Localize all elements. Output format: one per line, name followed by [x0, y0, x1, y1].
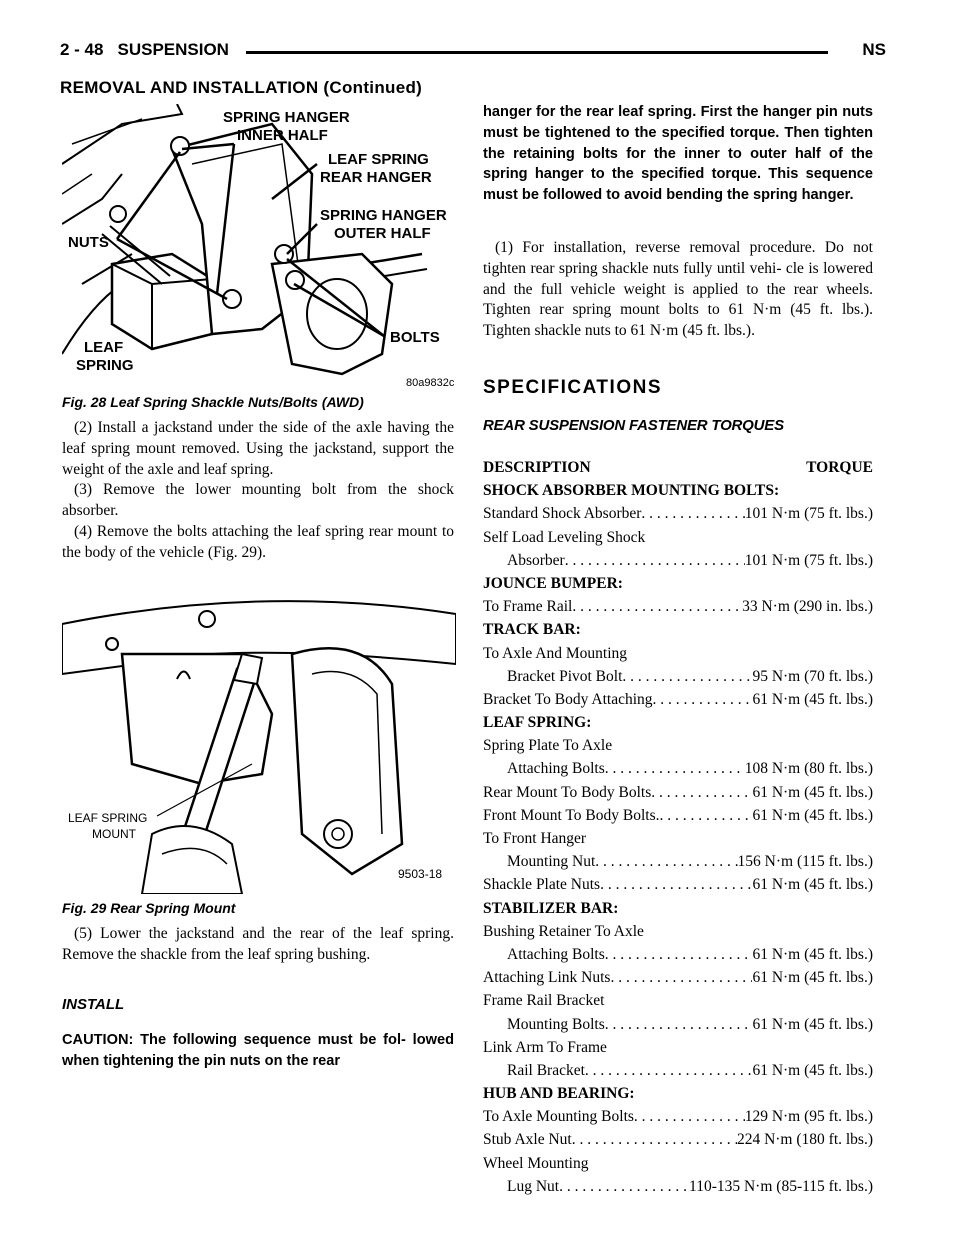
table-cell-description: Rear Mount To Body Bolts: [483, 783, 652, 801]
table-cell-description: Front Mount To Body Bolts.: [483, 806, 660, 824]
continued-heading: REMOVAL AND INSTALLATION (Continued): [60, 78, 423, 97]
table-row-label: Link Arm To Frame: [483, 1038, 607, 1056]
header-code: NS: [862, 40, 886, 59]
dot-leader: [651, 781, 752, 804]
table-row-label: To Axle And Mounting: [483, 644, 628, 662]
table-cell-torque: 61 N·m (45 ft. lbs.): [752, 876, 873, 894]
table-cell-torque: 61 N·m (45 ft. lbs.): [752, 690, 873, 708]
figure-29: [62, 594, 456, 894]
dot-leader: [605, 1013, 753, 1036]
paragraph-install-step-1: (1) For installation, reverse removal procedure. Do not tighten rear spring shackle nuts fully until vehi- cle is lowered and the full vehicle weight is applied to the rear wheels. Tighten rear spring mount bolts to 61 N·m (45 ft. lbs.). Tighten shackle nuts to 61 N·m (45 ft. lbs.).: [483, 239, 873, 340]
label-bolts: BOLTS: [390, 329, 440, 346]
table-cell-torque: 61 N·m (45 ft. lbs.): [752, 1015, 873, 1033]
dot-leader: [572, 595, 742, 618]
dot-leader: [659, 804, 752, 827]
figure-28-illustration: [62, 104, 456, 390]
table-row: [483, 966, 873, 989]
table-row-label: Bushing Retainer To Axle: [483, 922, 644, 940]
label-spring-hanger-inner-2: INNER HALF: [237, 127, 328, 144]
table-cell-description: Standard Shock Absorber: [483, 505, 642, 523]
table-cell-torque: 101 N·m (75 ft. lbs.): [744, 505, 873, 523]
table-row-label: Wheel Mounting: [483, 1154, 589, 1172]
figure-code-28: 80a9832c: [406, 377, 455, 389]
table-cell-torque: 61 N·m (45 ft. lbs.): [752, 945, 873, 963]
table-cell-torque: 224 N·m (180 ft. lbs.): [736, 1131, 873, 1149]
column-header-description: DESCRIPTION: [483, 459, 591, 476]
dot-leader: [559, 1175, 689, 1198]
specifications-heading: SPECIFICATIONS: [483, 377, 662, 398]
table-cell-description: Absorber: [507, 551, 565, 569]
table-row: [483, 873, 873, 896]
dot-leader: [605, 943, 753, 966]
dot-leader: [595, 850, 737, 873]
table-cell-torque: 61 N·m (45 ft. lbs.): [752, 969, 873, 987]
dot-leader: [622, 665, 752, 688]
table-cell-description: To Axle Mounting Bolts: [483, 1108, 634, 1126]
table-row: [483, 595, 873, 618]
label-spring-hanger-outer-2: OUTER HALF: [334, 225, 431, 242]
dot-leader: [653, 688, 753, 711]
figure-code-29: 9503-18: [398, 867, 443, 881]
table-row-label: To Front Hanger: [483, 830, 587, 847]
dot-leader: [565, 549, 745, 572]
column-header-torque: TORQUE: [806, 459, 873, 476]
left-column-text-2: [62, 924, 454, 966]
table-cell-torque: 108 N·m (80 ft. lbs.): [744, 760, 873, 778]
table-row: [483, 781, 873, 804]
label-leaf-spring-rear-hanger-2: REAR HANGER: [320, 169, 432, 186]
table-cell-torque: 61 N·m (45 ft. lbs.): [752, 1061, 873, 1079]
install-heading: INSTALL: [62, 996, 125, 1013]
right-column-text: [483, 238, 873, 342]
label-nuts: NUTS: [68, 234, 109, 251]
table-row: [483, 757, 873, 780]
table-row-label: Frame Rail Bracket: [483, 992, 605, 1010]
paragraph-step-2: (2) Install a jackstand under the side of the axle having the leaf spring mount removed. Using the jackstand, support the weight of the axle and leaf spring.: [62, 419, 454, 478]
label-mount-2: MOUNT: [92, 827, 136, 841]
paragraph-step-3: (3) Remove the lower mounting bolt from the shock absorber.: [62, 481, 454, 520]
table-cell-description: To Frame Rail: [483, 598, 573, 616]
table-row: [483, 850, 873, 873]
table-section-heading: STABILIZER BAR:: [483, 899, 619, 917]
table-cell-description: Attaching Link Nuts: [483, 969, 611, 987]
label-leaf-spring-rear-hanger-1: LEAF SPRING: [328, 151, 429, 168]
paragraph-step-4: (4) Remove the bolts attaching the leaf spring rear mount to the body of the vehicle (Fig. 29).: [62, 522, 454, 561]
page-number: 2 - 48: [60, 40, 104, 59]
dot-leader: [610, 966, 752, 989]
table-cell-description: Bracket Pivot Bolt: [507, 667, 623, 685]
table-section-heading: LEAF SPRING:: [483, 714, 592, 732]
caution-continued: hanger for the rear leaf spring. First the hanger pin nuts must be tightened to the specified torque. Then tighten the retaining bolts for the inner to outer half of the spring hanger to the specified torque. This sequence must be followed to avoid bending the spring hanger.: [483, 104, 873, 204]
torque-table: [483, 456, 873, 1198]
label-leaf-spring-2: SPRING: [76, 357, 134, 374]
table-cell-torque: 110-135 N·m (85-115 ft. lbs.): [689, 1177, 873, 1195]
table-cell-description: Attaching Bolts: [507, 760, 605, 778]
table-cell-torque: 156 N·m (115 ft. lbs.): [737, 853, 873, 871]
table-section-heading: TRACK BAR:: [483, 621, 581, 639]
section-title: SUSPENSION: [117, 40, 229, 59]
figure-29-illustration: [62, 594, 456, 894]
header-left: [60, 40, 229, 60]
table-cell-description: Lug Nut: [507, 1177, 560, 1195]
dot-leader: [641, 502, 744, 525]
table-cell-description: Attaching Bolts: [507, 945, 605, 963]
table-cell-torque: 95 N·m (70 ft. lbs.): [752, 667, 873, 685]
dot-leader: [605, 757, 745, 780]
dot-leader: [634, 1105, 745, 1128]
table-row: [483, 665, 873, 688]
label-mount-1: LEAF SPRING: [68, 811, 148, 825]
table-section-heading: JOUNCE BUMPER:: [483, 574, 623, 592]
table-row: [483, 1128, 873, 1151]
table-header-row: [483, 456, 873, 479]
table-row: [483, 502, 873, 525]
table-section-heading: SHOCK ABSORBER MOUNTING BOLTS:: [483, 482, 780, 500]
table-row: [483, 549, 873, 572]
table-cell-description: Rail Bracket: [507, 1061, 585, 1079]
table-cell-description: Stub Axle Nut: [483, 1131, 572, 1149]
table-cell-description: Shackle Plate Nuts: [483, 876, 601, 894]
label-spring-hanger-inner-1: SPRING HANGER: [223, 109, 350, 126]
dot-leader: [572, 1128, 737, 1151]
table-cell-description: Bracket To Body Attaching: [483, 690, 653, 708]
table-cell-torque: 61 N·m (45 ft. lbs.): [752, 806, 873, 824]
table-cell-torque: 61 N·m (45 ft. lbs.): [752, 783, 873, 801]
table-row-label: Spring Plate To Axle: [483, 737, 613, 755]
dot-leader: [600, 873, 752, 896]
dot-leader: [585, 1059, 753, 1082]
left-column-text-1: [62, 418, 454, 564]
caution-text: CAUTION: The following sequence must be fol- lowed when tightening the pin nuts on the rear: [62, 1032, 454, 1069]
table-row: [483, 1059, 873, 1082]
table-row: [483, 1105, 873, 1128]
label-leaf-spring-1: LEAF: [84, 339, 124, 356]
table-cell-description: Mounting Bolts: [507, 1015, 605, 1033]
paragraph-step-5: (5) Lower the jackstand and the rear of the leaf spring. Remove the shackle from the leaf spring bushing.: [62, 925, 454, 963]
table-row: [483, 1175, 873, 1198]
table-row: [483, 804, 873, 827]
figure-29-caption: Fig. 29 Rear Spring Mount: [62, 900, 236, 916]
table-row: [483, 1013, 873, 1036]
header-rule: [246, 51, 828, 54]
table-cell-torque: 33 N·m (290 in. lbs.): [742, 598, 873, 616]
table-section-heading: HUB AND BEARING:: [483, 1085, 635, 1103]
figure-28-caption: Fig. 28 Leaf Spring Shackle Nuts/Bolts (AWD): [62, 394, 364, 410]
table-cell-torque: 129 N·m (95 ft. lbs.): [744, 1108, 873, 1126]
figure-28: [62, 104, 456, 390]
table-row: [483, 943, 873, 966]
table-row: [483, 688, 873, 711]
table-row-label: Self Load Leveling Shock: [483, 528, 646, 546]
page-header: [60, 40, 886, 70]
table-cell-torque: 101 N·m (75 ft. lbs.): [744, 551, 873, 569]
fastener-torques-heading: REAR SUSPENSION FASTENER TORQUES: [483, 417, 784, 434]
table-cell-description: Mounting Nut: [507, 853, 596, 871]
label-spring-hanger-outer-1: SPRING HANGER: [320, 207, 447, 224]
